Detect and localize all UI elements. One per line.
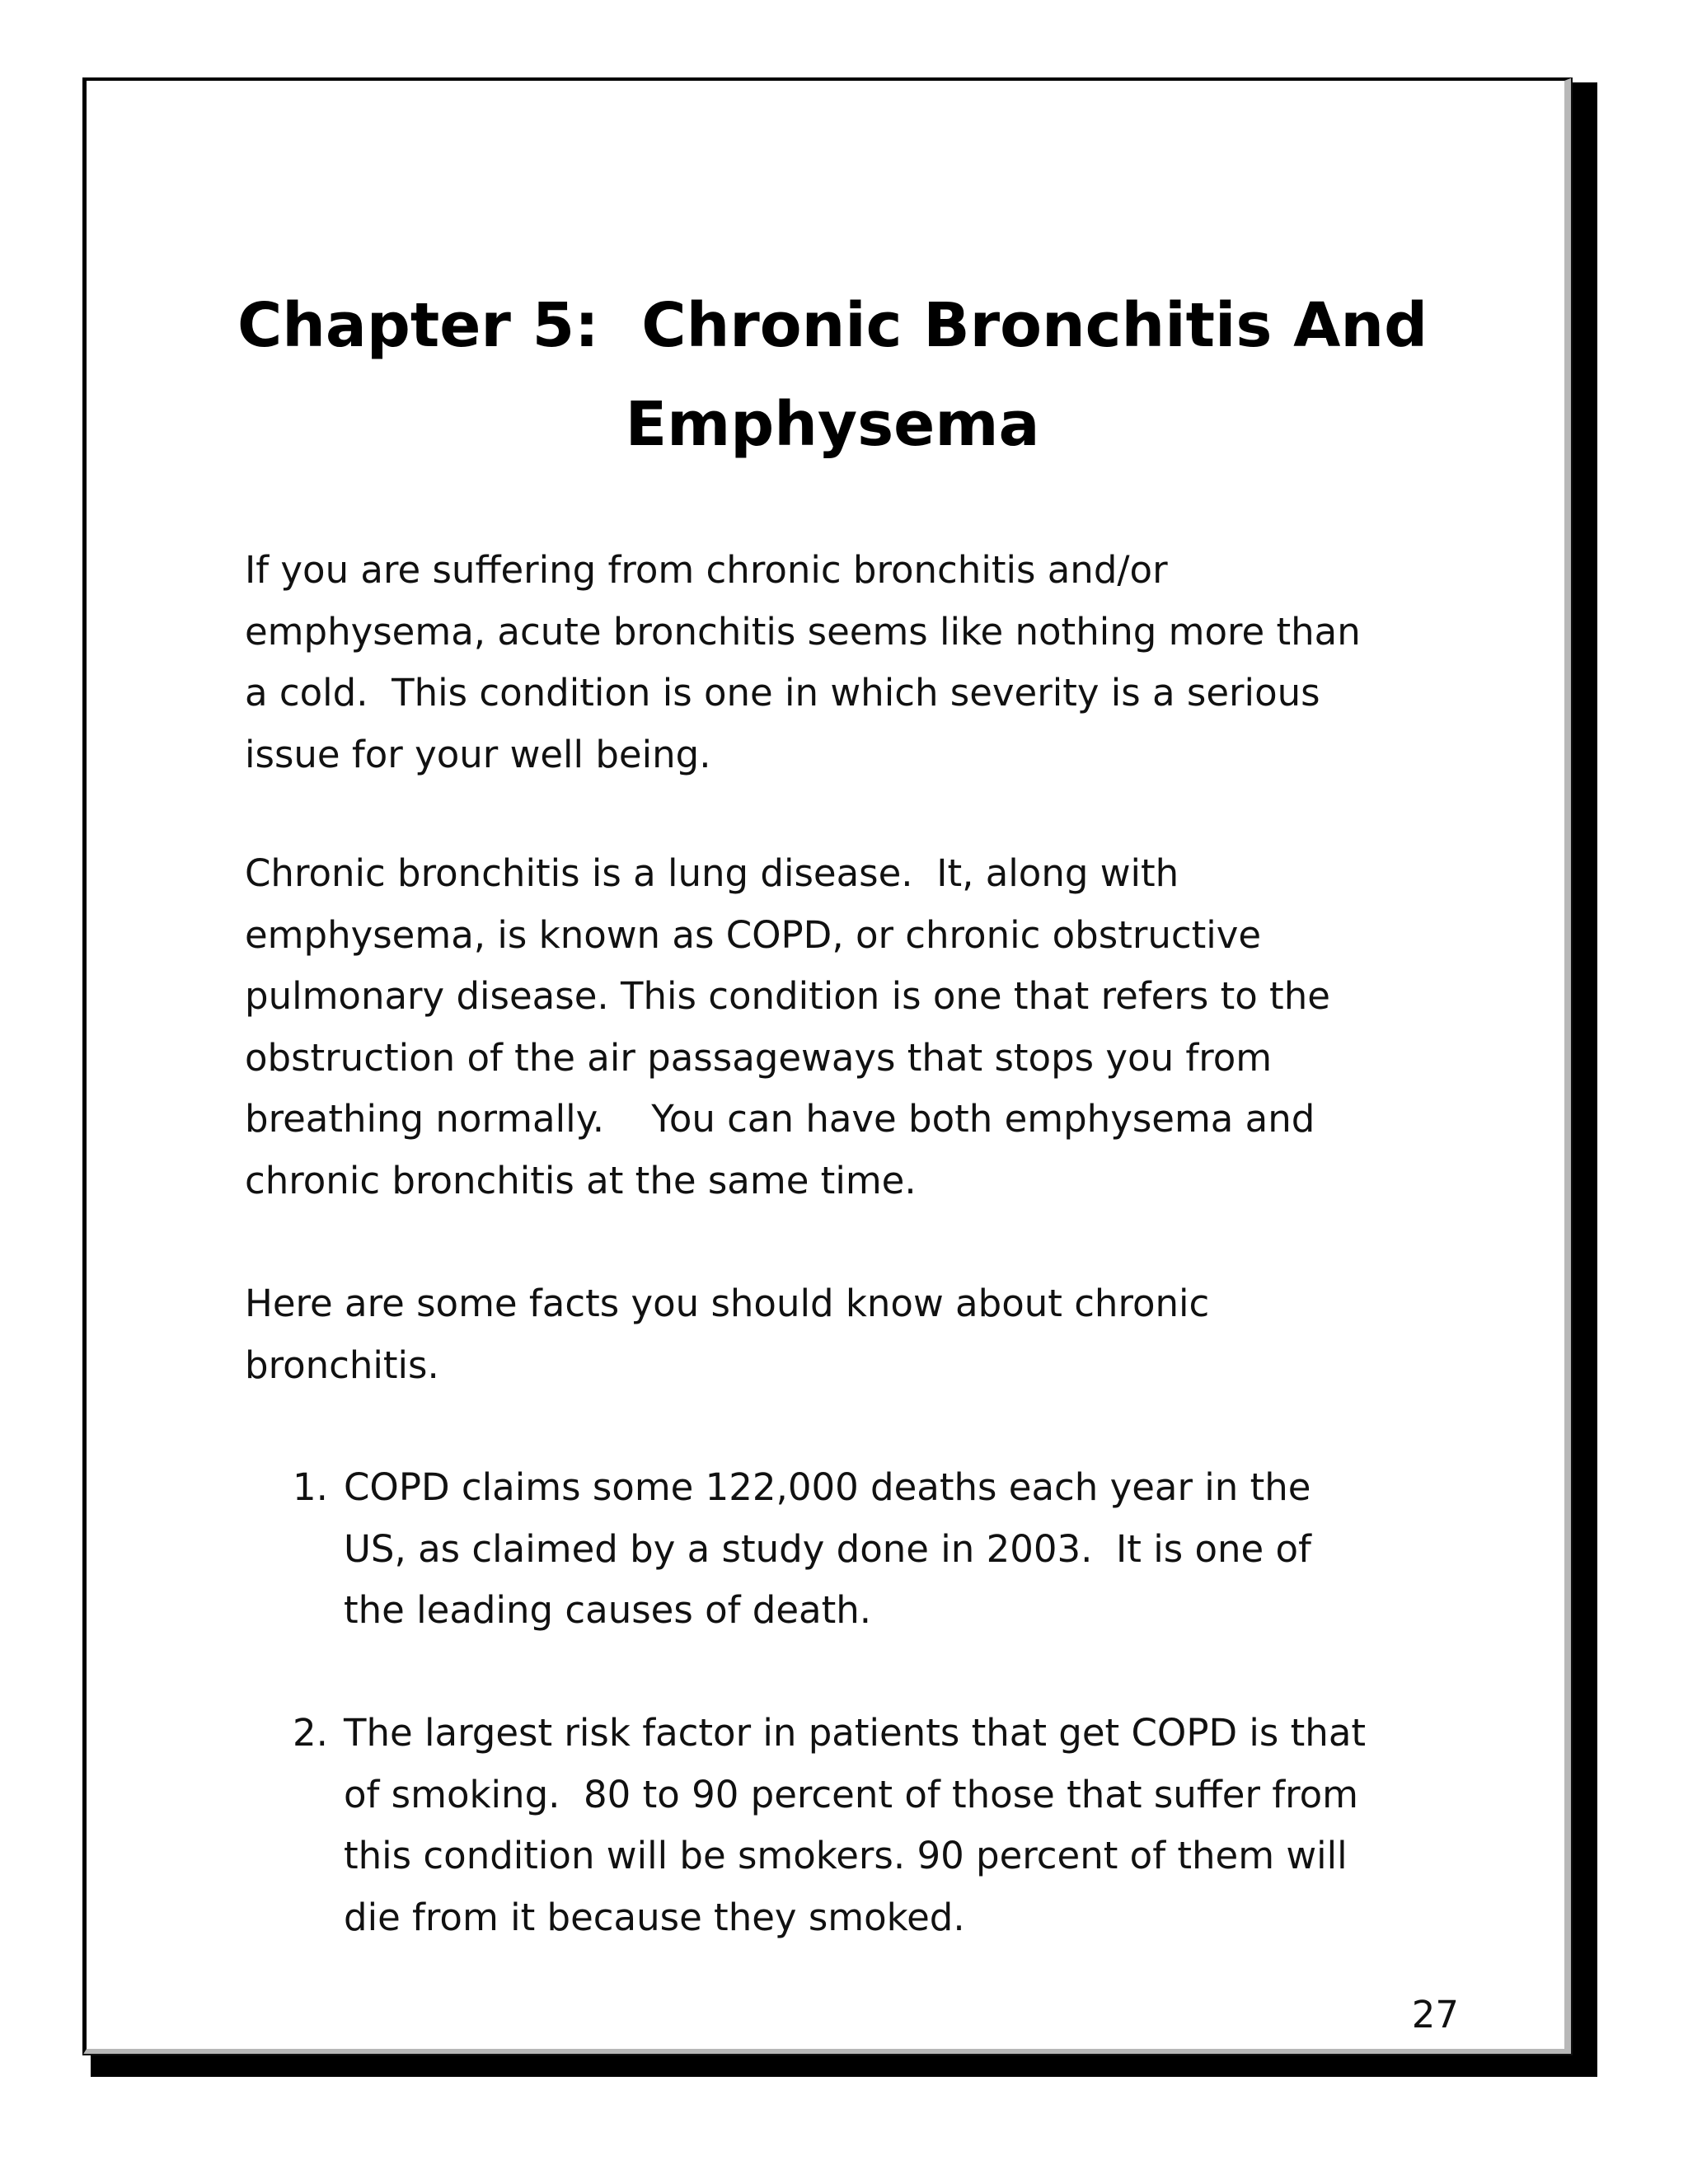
paragraph-definition <box>245 843 1330 1212</box>
list-number: 1. <box>293 1465 328 1509</box>
frame-edge-bottom <box>82 2054 1573 2055</box>
list-item-line: die from it because they smoked. <box>344 1895 965 1939</box>
paragraph-line: obstruction of the air passageways that stops you from <box>245 1035 1273 1080</box>
fact-list-item <box>293 1703 1366 1948</box>
list-item-line: of smoking. 80 to 90 percent of those that suffer from <box>344 1772 1358 1816</box>
paragraph-facts-intro <box>245 1273 1209 1396</box>
chapter-title-line-2: Emphysema <box>625 389 1040 460</box>
list-item-line: this condition will be smokers. 90 percent of them will <box>344 1834 1348 1877</box>
paragraph-line: pulmonary disease. This condition is one that refers to the <box>245 974 1330 1018</box>
list-number: 2. <box>293 1711 328 1755</box>
list-item-line: US, as claimed by a study done in 2003. It is one of <box>344 1526 1311 1571</box>
paragraph-line: issue for your well being. <box>245 732 711 776</box>
fact-list-item <box>293 1457 1311 1642</box>
list-item-text <box>344 1703 1366 1948</box>
paragraph-line: Here are some facts you should know about chronic <box>245 1282 1210 1325</box>
paragraph-intro <box>245 540 1361 785</box>
paragraph-line: Chronic bronchitis is a lung disease. It, along with <box>245 851 1179 895</box>
frame-edge-right <box>1571 77 1573 2055</box>
paragraph-line: bronchitis. <box>245 1343 439 1387</box>
list-item-text <box>344 1457 1311 1642</box>
paragraph-line: breathing normally. You can have both emphysema and <box>245 1097 1315 1141</box>
list-item-line: The largest risk factor in patients that get COPD is that <box>344 1711 1367 1755</box>
paragraph-line: emphysema, acute bronchitis seems like nothing more than <box>245 609 1361 654</box>
paragraph-line: emphysema, is known as COPD, or chronic obstructive <box>245 912 1262 957</box>
page-number: 27 <box>1411 1993 1459 2036</box>
list-item-line: COPD claims some 122,000 deaths each year in the <box>344 1465 1311 1509</box>
paragraph-line: If you are suffering from chronic bronchitis and/or <box>245 548 1168 592</box>
paragraph-line: a cold. This condition is one in which severity is a serious <box>245 671 1320 715</box>
paragraph-line: chronic bronchitis at the same time. <box>245 1158 917 1202</box>
chapter-title-line-1: Chapter 5: Chronic Bronchitis And <box>237 290 1428 361</box>
list-item-line: the leading causes of death. <box>344 1588 872 1632</box>
chapter-title <box>165 276 1500 474</box>
